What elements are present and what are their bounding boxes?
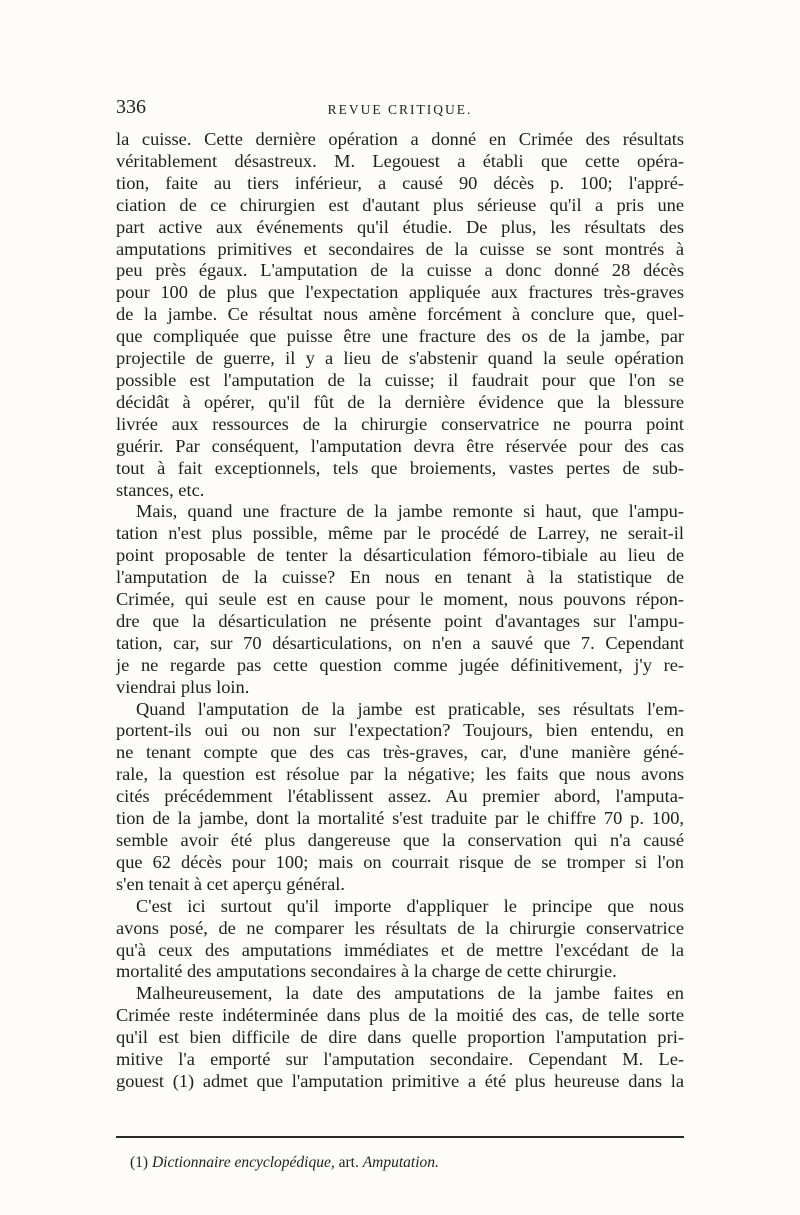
text-line: projectile de guerre, il y a lieu de s'abstenir quand la seule opération [116, 348, 684, 369]
text-line: portent-ils oui ou non sur l'expectation? Toujours, bien entendu, en [116, 720, 684, 741]
text-line: semble avoir été plus dangereuse que la conservation qui n'a causé [116, 830, 684, 850]
footnote-article: Amputation. [362, 1154, 439, 1171]
text-line: mortalité des amputations secondaires à la charge de cette chirurgie. [116, 961, 617, 982]
footnote-source-title: Dictionnaire encyclopédique, [151, 1154, 335, 1171]
footnote-abbrev: art. [338, 1154, 359, 1171]
text-line: que 62 décès pour 100; mais on courrait risque de se tromper si l'on [116, 851, 684, 872]
text-line: Crimée, qui seule est en cause pour le moment, nous pouvons répon- [116, 589, 684, 610]
text-line: ne tenant compte que des cas très-graves, car, d'une manière géné- [116, 742, 684, 763]
text-line: livrée aux ressources de la chirurgie conservatrice ne pourra point [116, 413, 684, 434]
text-line: part active aux événements qu'il étudie. De plus, les résultats des [116, 216, 684, 237]
text-line: mitive l'a emporté sur l'amputation secondaire. Cependant M. Le- [116, 1049, 684, 1070]
text-line: amputations primitives et secondaires de la cuisse se sont montrés à [116, 238, 684, 259]
text-line: je ne regarde pas cette question comme jugée définitivement, j'y re- [116, 654, 684, 675]
text-line: peu près égaux. L'amputation de la cuisse a donc donné 28 décès [116, 260, 684, 281]
text-line: décidât à opérer, qu'il fût de la dernière évidence que la blessure [116, 391, 684, 412]
text-line: C'est ici surtout qu'il importe d'appliquer le principe que nous [136, 895, 684, 916]
footnote-marker: (1) [130, 1154, 149, 1171]
journal-title: REVUE CRITIQUE. [327, 102, 473, 117]
text-line: avons posé, de ne comparer les résultats de la chirurgie conservatrice [116, 917, 684, 938]
text-line: ciation de ce chirurgien est d'autant plus sérieuse qu'il a pris une [116, 194, 684, 215]
text-line: Crimée reste indéterminée dans plus de la moitié des cas, de telle sorte [116, 1005, 684, 1026]
text-line: qu'il est bien difficile de dire dans quelle proportion l'amputation pri- [116, 1027, 684, 1048]
text-line: qu'à ceux des amputations immédiates et de mettre l'excédant de la [116, 939, 684, 960]
text-line: tation, car, sur 70 désarticulations, on n'en a sauvé que 7. Cependant [116, 632, 684, 653]
text-line: Quand l'amputation de la jambe est praticable, ses résultats l'em- [136, 698, 684, 719]
text-line: Malheureusement, la date des amputations de la jambe faites en [136, 983, 684, 1004]
text-line: cités précédemment l'établissent assez. Au premier abord, l'amputa- [116, 786, 684, 807]
text-line: de la jambe. Ce résultat nous amène forcément à conclure que, quel- [116, 304, 684, 325]
text-line: viendrai plus loin. [116, 676, 250, 697]
text-line: dre que la désarticulation ne présente point d'avantages sur l'ampu- [116, 610, 684, 631]
text-line: point proposable de tenter la désarticulation fémoro-tibiale au lieu de [116, 545, 684, 566]
page-number: 336 [116, 96, 146, 118]
text-line: pour 100 de plus que l'expectation appliquée aux fractures très-graves [116, 282, 684, 303]
text-line: guérir. Par conséquent, l'amputation devra être réservée pour des cas [116, 435, 684, 456]
text-line: rale, la question est résolue par la négative; les faits que nous avons [116, 764, 684, 785]
body-text [116, 129, 684, 1093]
text-line: la cuisse. Cette dernière opération a donné en Crimée des résultats [116, 129, 684, 149]
text-line: véritablement désastreux. M. Legouest a établi que cette opéra- [116, 150, 684, 171]
text-line: gouest (1) admet que l'amputation primitive a été plus heureuse dans la [116, 1070, 684, 1091]
text-line: s'en tenait à cet aperçu général. [116, 873, 345, 894]
footnote [130, 1154, 439, 1172]
text-line: tout à fait exceptionnels, tels que broiements, vastes pertes de sub- [116, 457, 684, 478]
text-line: Mais, quand une fracture de la jambe remonte si haut, que l'ampu- [136, 501, 684, 522]
text-line: tion, faite au tiers inférieur, a causé 90 décès p. 100; l'appré- [116, 172, 684, 193]
text-line: possible est l'amputation de la cuisse; il faudrait pour que l'on se [116, 369, 684, 390]
running-head [116, 96, 684, 124]
text-line: que compliquée que puisse être une fracture des os de la jambe, par [116, 326, 684, 347]
text-line: tation n'est plus possible, même par le procédé de Larrey, ne serait-il [116, 523, 684, 544]
text-line: l'amputation de la cuisse? En nous en tenant à la statistique de [116, 567, 684, 588]
text-line: tion de la jambe, dont la mortalité s'est traduite par le chiffre 70 p. 100, [116, 808, 684, 829]
text-line: stances, etc. [116, 479, 205, 500]
footnote-divider [116, 1136, 684, 1138]
